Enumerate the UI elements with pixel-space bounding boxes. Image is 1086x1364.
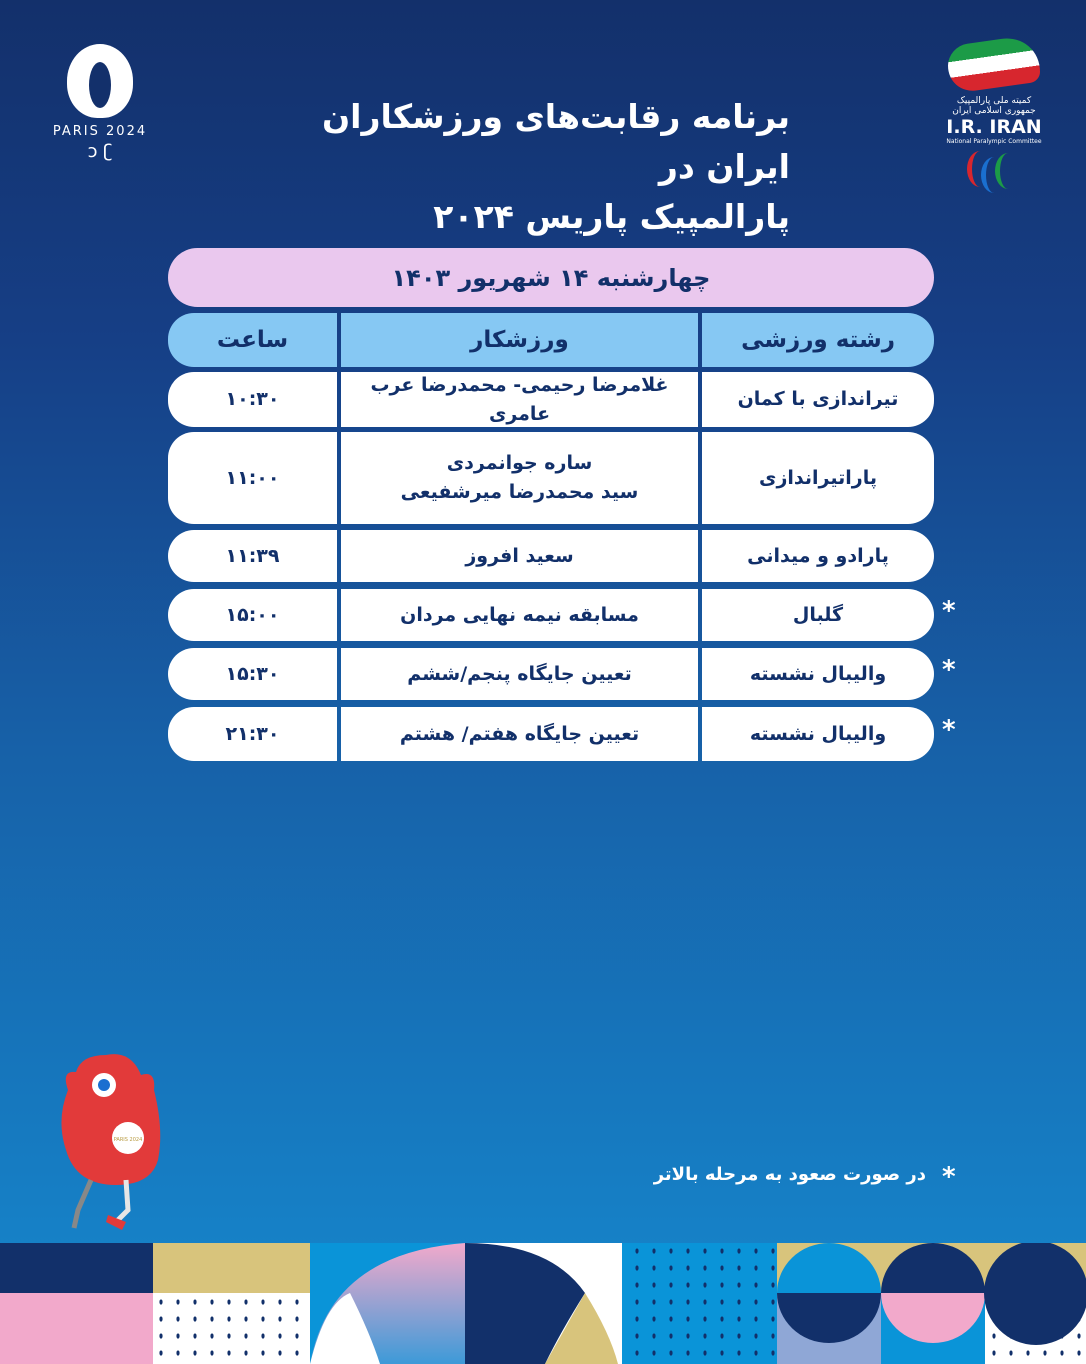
title-line-2: پارالمپیک پاریس ۲۰۲۴ <box>433 197 790 236</box>
athlete-cell: مسابقه نیمه نهایی مردان <box>341 589 698 641</box>
paris-logo-text: PARIS 2024 <box>52 124 148 139</box>
table-row <box>168 530 934 582</box>
iran-flag-icon <box>948 34 1040 95</box>
athlete-name: ساره جوانمردی <box>446 452 593 474</box>
table-row <box>168 648 934 700</box>
athlete-name: سید محمدرضا میرشفیعی <box>400 481 639 503</box>
asterisk-marker: * <box>942 596 956 626</box>
schedule-date: چهارشنبه ۱۴ شهریور ۱۴۰۳ <box>168 248 934 307</box>
iran-paralympic-logo <box>942 40 1046 191</box>
agitos-icon: ↄ ʗ <box>87 141 113 162</box>
flame-icon <box>67 44 133 118</box>
sport-cell: گلبال <box>702 589 934 641</box>
agitos-color-icon <box>959 151 1029 191</box>
sport-cell: والیبال نشسته <box>702 707 934 761</box>
header-athlete: ورزشکار <box>341 313 698 367</box>
title-line-1: برنامه رقابت‌های ورزشکاران ایران در <box>322 97 790 186</box>
sport-cell: تیراندازی با کمان <box>702 372 934 427</box>
athlete-cell: تعیین جایگاه هفتم/ هشتم <box>341 707 698 761</box>
iran-logo-sub: National Paralympic Committee <box>946 138 1042 145</box>
header-sport: رشته ورزشی <box>702 313 934 367</box>
asterisk-marker: * <box>942 715 956 745</box>
page-title <box>240 92 790 242</box>
table-header <box>168 313 934 367</box>
athlete-cell: غلامرضا رحیمی- محمدرضا عرب عامری <box>341 372 698 427</box>
time-cell: ۱۱:۳۹ <box>168 530 337 582</box>
time-cell: ۱۵:۰۰ <box>168 589 337 641</box>
table-row <box>168 432 934 524</box>
asterisk-marker: * <box>942 655 956 685</box>
mascot-badge-text: PARIS 2024 <box>113 1137 143 1143</box>
athlete-cell: تعیین جایگاه پنجم/ششم <box>341 648 698 700</box>
table-row <box>168 372 934 427</box>
paris-2024-logo <box>40 44 160 162</box>
footnote-text: در صورت صعود به مرحله بالاتر <box>653 1164 926 1185</box>
sport-cell: پارادو و میدانی <box>702 530 934 582</box>
table-row <box>168 589 934 641</box>
athlete-cell <box>341 432 698 524</box>
header-time: ساعت <box>168 313 337 367</box>
iran-logo-en: I.R. IRAN <box>946 116 1042 138</box>
time-cell: ۱۱:۰۰ <box>168 432 337 524</box>
sport-cell: والیبال نشسته <box>702 648 934 700</box>
decorative-pattern-band <box>0 1243 1086 1364</box>
sport-cell: پاراتیراندازی <box>702 432 934 524</box>
table-row <box>168 707 934 761</box>
iran-logo-fa: کمیته ملی پارالمپیک جمهوری اسلامی ایران <box>952 96 1036 116</box>
phryge-mascot-image <box>56 1050 166 1255</box>
athlete-cell: سعید افروز <box>341 530 698 582</box>
time-cell: ۱۰:۳۰ <box>168 372 337 427</box>
footnote-asterisk: * <box>942 1162 956 1192</box>
time-cell: ۲۱:۳۰ <box>168 707 337 761</box>
time-cell: ۱۵:۳۰ <box>168 648 337 700</box>
